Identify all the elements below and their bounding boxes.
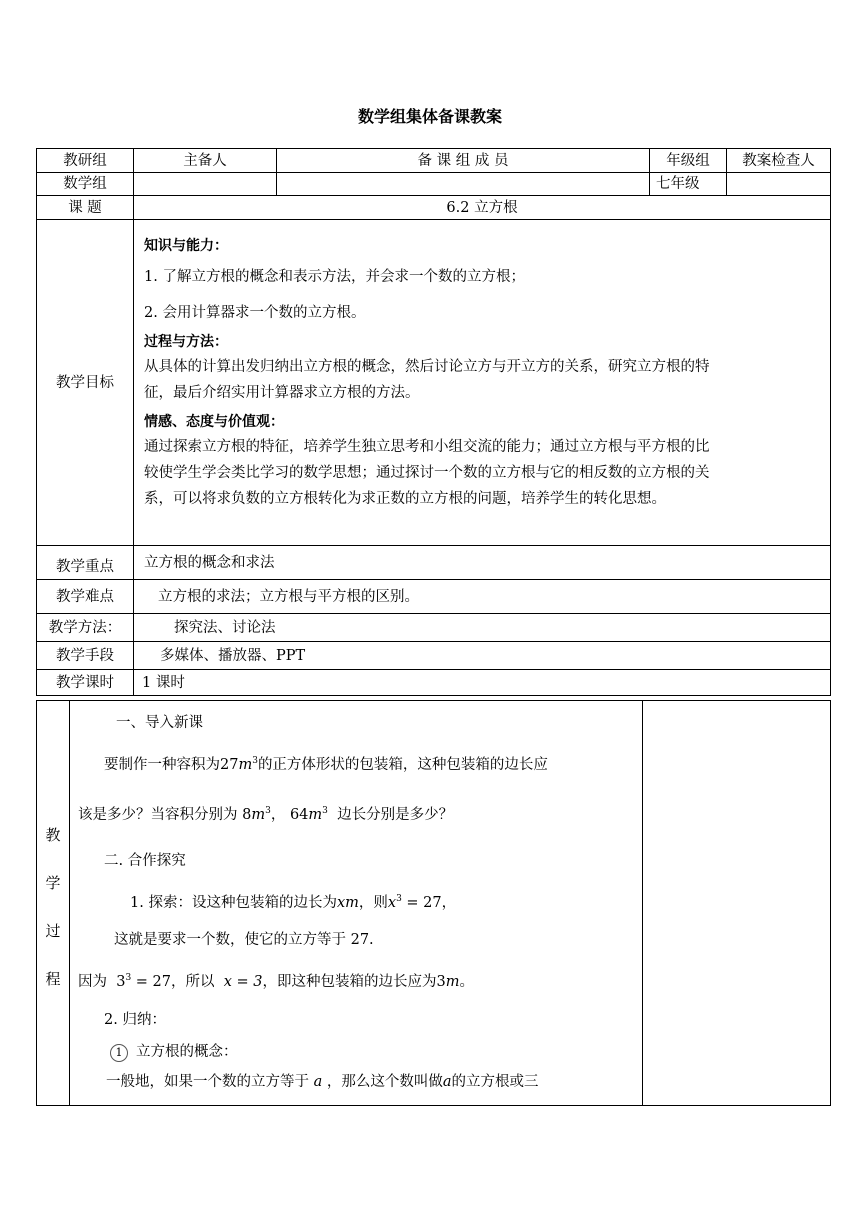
goals-knowledge-1: 1. 了解立方根的概念和表示方法，并会求一个数的立方根； — [144, 269, 525, 285]
teach-group-label: 教研组 — [37, 149, 134, 173]
tools-value: 多媒体、播放器、PPT — [134, 642, 831, 670]
process-label-char-2: 学 — [45, 874, 61, 892]
process-content — [70, 701, 643, 1106]
hours-label: 教学课时 — [37, 670, 134, 696]
topic-value: 6.2 立方根 — [134, 196, 831, 220]
topic-label: 课 题 — [37, 196, 134, 220]
goals-heading-process: 过程与方法： — [144, 334, 228, 350]
process-label-char-1: 教 — [45, 826, 61, 844]
method-label: 教学方法： — [37, 614, 134, 642]
explore-line-3: 因为 $3^3 = 27$，所以 x = 3，即这种包装箱的边长应为3m。 — [78, 973, 474, 991]
members-label: 备 课 组 成 员 — [277, 149, 650, 173]
process-label-char-4: 程 — [45, 970, 61, 988]
lesson-plan-table — [36, 148, 831, 696]
process-label — [37, 701, 70, 1106]
goals-attitude-line-3: 系，可以将求负数的立方根转化为求正数的立方根的问题，培养学生的转化思想。 — [144, 491, 666, 507]
checker-label: 教案检查人 — [727, 149, 831, 173]
tools-label: 教学手段 — [37, 642, 134, 670]
grade-group-label: 年级组 — [650, 149, 727, 173]
goals-label: 教学目标 — [37, 220, 134, 546]
explore-line-2: 这就是要求一个数，使它的立方等于 27. — [114, 932, 374, 949]
hours-value: 1 课时 — [134, 670, 831, 696]
document-title: 数学组集体备课教案 — [357, 107, 502, 126]
lead-label: 主备人 — [134, 149, 277, 173]
explore-heading: 二. 合作探究 — [104, 852, 186, 869]
goals-content — [134, 220, 831, 546]
focus-label: 教学重点 — [37, 546, 134, 580]
grade-value: 七年级 — [650, 173, 727, 196]
process-label-char-3: 过 — [45, 922, 61, 940]
process-table — [36, 700, 831, 1106]
goals-heading-knowledge: 知识与能力： — [144, 238, 228, 254]
method-value: 探究法、讨论法 — [134, 614, 831, 642]
difficulty-label: 教学难点 — [37, 580, 134, 614]
focus-value: 立方根的概念和求法 — [134, 546, 831, 580]
explore-line-1: 1. 探索：设这种包装箱的边长为xm，则$x^3 = 27$， — [130, 893, 457, 911]
goals-attitude-line-2: 较使学生学会类比学习的数学思想；通过探讨一个数的立方根与它的相反数的立方根的关 — [144, 465, 710, 481]
goals-process-line-1: 从具体的计算出发归纳出立方根的概念，然后讨论立方与开立方的关系，研究立方根的特 — [144, 359, 710, 375]
circled-number: 1 — [110, 1044, 128, 1062]
teach-group-value: 数学组 — [37, 173, 134, 196]
goals-knowledge-2: 2. 会用计算器求一个数的立方根。 — [144, 305, 366, 321]
concept-line-1: 一般地，如果一个数的立方等于 a ，那么这个数叫做a的立方根或三 — [106, 1074, 539, 1091]
intro-line-2: 该是多少？当容积分别为 $8m^3$， $64m^3$ 边长分别是多少？ — [78, 805, 454, 823]
difficulty-value: 立方根的求法；立方根与平方根的区别。 — [134, 580, 831, 614]
checker-value — [727, 173, 831, 196]
summary-heading: 2. 归纳： — [104, 1012, 166, 1029]
goals-heading-attitude: 情感、态度与价值观： — [144, 414, 284, 430]
goals-attitude-line-1: 通过探索立方根的特征，培养学生独立思考和小组交流的能力；通过立方根与平方根的比 — [144, 439, 710, 455]
process-notes-column — [643, 701, 831, 1106]
lead-value — [134, 173, 277, 196]
intro-line-1: 要制作一种容积为$27m^3$的正方体形状的包装箱，这种包装箱的边长应 — [104, 756, 548, 773]
intro-heading: 一、导入新课 — [116, 715, 203, 731]
concept-heading: 1 立方根的概念： — [78, 1042, 634, 1062]
members-value — [277, 173, 650, 196]
goals-process-line-2: 征，最后介绍实用计算器求立方根的方法。 — [144, 385, 420, 401]
